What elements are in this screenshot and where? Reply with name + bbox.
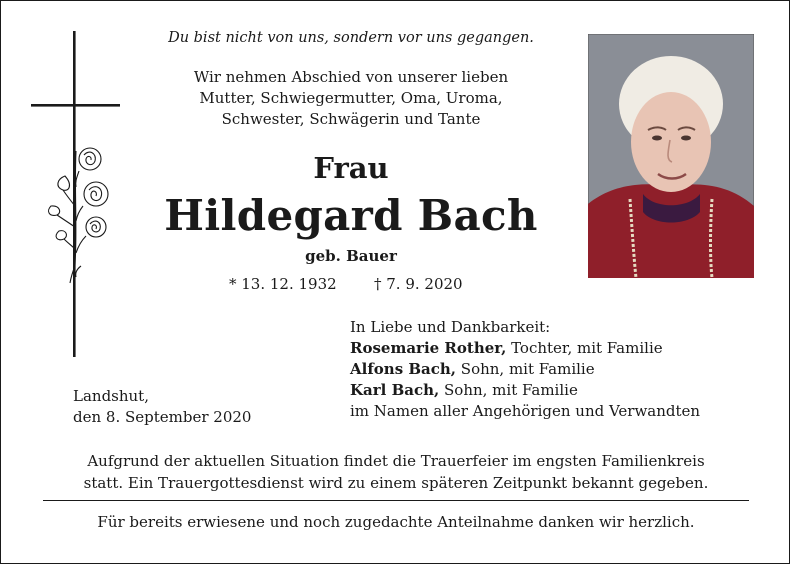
place: Landshut, bbox=[73, 387, 149, 405]
thanks-heading: In Liebe und Dankbarkeit: bbox=[350, 318, 551, 336]
mourner-line bbox=[350, 380, 700, 401]
mourner-name: Karl Bach, bbox=[350, 381, 440, 399]
closing-thanks: Für bereits erwiesene und noch zugedachte Anteilnahme danken wir herzlich. bbox=[97, 513, 695, 531]
place-and-date bbox=[73, 386, 251, 428]
ceremony-line: Aufgrund der aktuellen Situation findet die Trauerfeier im engsten Familienkreis bbox=[87, 452, 705, 470]
intro-line: Wir nehmen Abschied von unserer lieben bbox=[193, 68, 509, 86]
ceremony-note bbox=[31, 450, 761, 494]
thanks-closing-line: im Namen aller Angehörigen und Verwandten bbox=[350, 402, 701, 420]
mourner-relation: Sohn, mit Familie bbox=[439, 381, 578, 399]
birth-date: * 13. 12. 1932 bbox=[229, 275, 337, 293]
ceremony-line: statt. Ein Trauergottesdienst wird zu einem späteren Zeitpunkt bekannt gegeben. bbox=[83, 474, 709, 492]
mourner-name: Alfons Bach, bbox=[350, 360, 457, 378]
intro-text bbox=[151, 67, 551, 130]
family-list bbox=[350, 317, 700, 422]
mourner-relation: Sohn, mit Familie bbox=[456, 360, 595, 378]
maiden-name: geb. Bauer bbox=[305, 247, 397, 265]
mourner-relation: Tochter, mit Familie bbox=[506, 339, 663, 357]
mourner-name: Rosemarie Rother, bbox=[350, 339, 507, 357]
salutation: Frau bbox=[313, 151, 389, 185]
death-date: † 7. 9. 2020 bbox=[374, 275, 463, 293]
intro-line: Mutter, Schwiegermutter, Oma, Uroma, bbox=[199, 89, 503, 107]
date: den 8. September 2020 bbox=[73, 408, 252, 426]
mourner-line bbox=[350, 338, 700, 359]
intro-line: Schwester, Schwägerin und Tante bbox=[221, 110, 481, 128]
deceased-name: Hildegard Bach bbox=[164, 191, 538, 240]
portrait-photo bbox=[588, 34, 754, 278]
divider bbox=[43, 500, 749, 501]
quote: Du bist nicht von uns, sondern vor uns gegangen. bbox=[168, 30, 534, 46]
cross-with-roses-icon bbox=[29, 31, 124, 363]
mourner-line bbox=[350, 359, 700, 380]
